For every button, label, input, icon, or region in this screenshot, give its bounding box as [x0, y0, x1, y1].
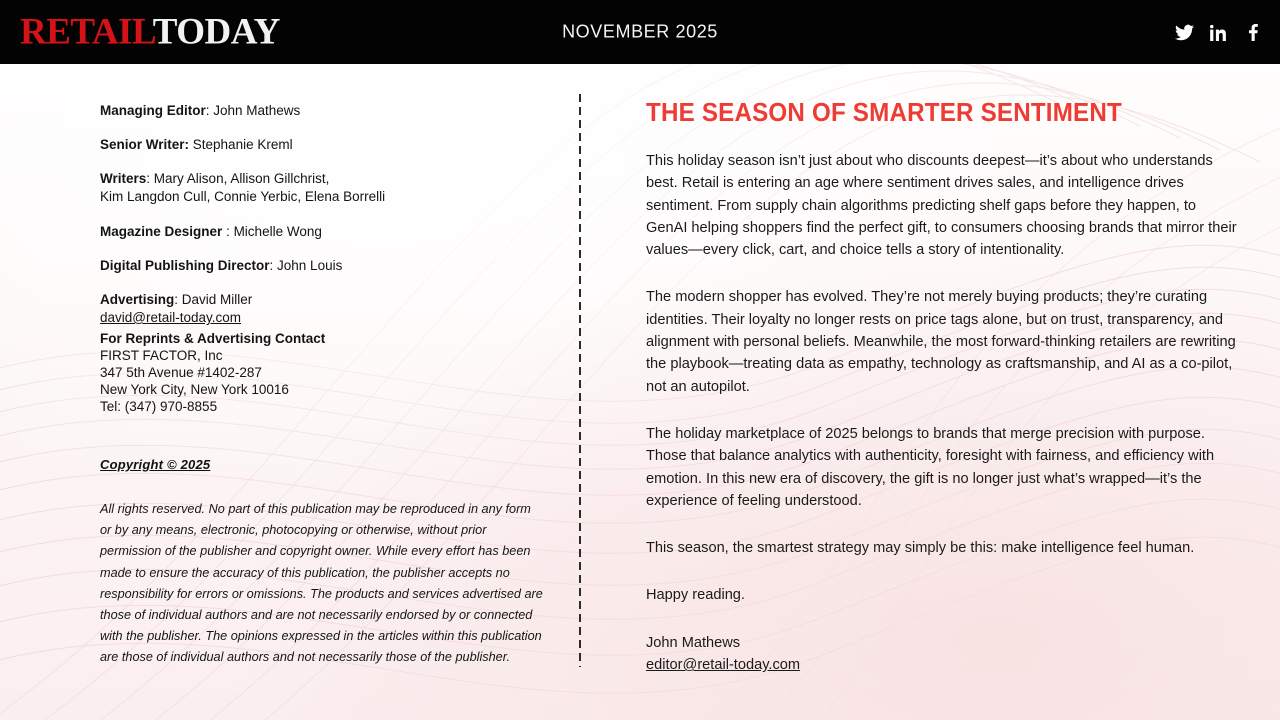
facebook-icon[interactable]: [1242, 22, 1262, 42]
letter-paragraph: The holiday marketplace of 2025 belongs to brands that merge precision with purpose. Those that balance analytics with authenticity, foresight with fairness, and efficiency with emotion. In this new era of discovery, the gift is no longer just what’s wrapped—it’s the experience of feeling understood.: [646, 425, 1215, 509]
editor-email-link[interactable]: editor@retail-today.com: [646, 657, 801, 674]
credit-person-name: David Miller: [181, 292, 253, 307]
reprints-city: New York City, New York 10016: [100, 382, 289, 397]
credit-magazine-designer: [100, 223, 530, 240]
issue-date: NOVEMBER 2025: [562, 21, 718, 42]
letter-paragraph: Happy reading.: [646, 587, 745, 604]
legal-disclaimer: All rights reserved. No part of this publication may be reproduced in any form or by any means, electronic, photocopying or otherwise, without prior permission of the publisher and copyright owner. While every effort has been made to ensure the accuracy of this publication, the publisher accepts no responsibility for errors or omissions. The products and services advertised are those of individual authors and are not necessarily endorsed by or connected with the publisher. The opinions expressed in the articles within this publication are those of individual authors and not necessarily those of the publisher.: [100, 502, 543, 665]
credit-role-label: Managing Editor: [100, 103, 206, 118]
credit-person-name: John Louis: [277, 258, 343, 273]
credit-writers: [100, 170, 530, 206]
credit-digital-publishing-director: [100, 257, 530, 274]
credit-senior-writer: [100, 136, 530, 153]
editors-letter-column: [646, 64, 1238, 676]
linkedin-icon[interactable]: [1208, 22, 1228, 42]
letter-body: [646, 150, 1238, 607]
reprints-street: 347 5th Avenue #1402-287: [100, 365, 262, 380]
credit-role-label: Advertising: [100, 292, 175, 307]
reprints-contact-block: [60, 330, 543, 669]
letter-paragraph: This holiday season isn’t just about who discounts deepest—it’s about who understands best. Retail is entering an age where sentiment drives sales, and intelligence drives sentiment. From supply chain algorithms predicting shelf gaps before they happen, to GenAI helping shoppers find the perfect gift, to consumers choosing brands that mirror their values—every click, cart, and choice tells a story of intentionality.: [646, 153, 1237, 259]
credit-separator: :: [174, 292, 182, 307]
letter-paragraph: This season, the smartest strategy may simply be this: make intelligence feel human.: [646, 540, 1195, 557]
credit-person-name: John Mathews: [213, 103, 301, 118]
reprints-company: FIRST FACTOR, Inc: [100, 348, 223, 363]
letter-paragraph: The modern shopper has evolved. They’re not merely buying products; they’re curating identities. Their loyalty no longer rests on price tags alone, but on trust, transparency, and alignment with personal beliefs. Meanwhile, the most forward-thinking retailers are rewriting the playbook—treating data as empathy, technology as craftsmanship, and AI as a co-pilot, not an autopilot.: [646, 289, 1236, 395]
page-body: [0, 64, 1280, 720]
credit-role-label: Magazine Designer: [100, 224, 223, 239]
credit-advertising: [100, 291, 530, 327]
advertising-email-link[interactable]: david@retail-today.com: [100, 310, 242, 325]
credit-separator: :: [205, 103, 214, 118]
credit-role-label: Digital Publishing Director: [100, 258, 270, 273]
letter-signoff: [646, 632, 1238, 677]
column-divider: [579, 94, 581, 667]
credit-separator: :: [269, 258, 278, 273]
reprints-phone: Tel: (347) 970-8855: [100, 399, 218, 414]
credit-role-label: Writers: [100, 171, 147, 186]
credits-block: [60, 64, 530, 327]
credit-separator: :: [146, 171, 154, 186]
twitter-icon[interactable]: [1174, 22, 1194, 42]
credit-person-name-line2: Kim Langdon Cull, Connie Yerbic, Elena Borrelli: [100, 189, 386, 204]
credit-role-label: Senior Writer:: [100, 137, 190, 152]
copyright-heading: Copyright © 2025: [100, 457, 211, 472]
credit-managing-editor: [100, 102, 530, 119]
social-links: [1174, 22, 1262, 42]
credit-person-name: Mary Alison, Allison Gillchrist,: [153, 171, 330, 186]
masthead-column: [60, 64, 543, 669]
credit-person-name: Stephanie Kreml: [192, 137, 293, 152]
credit-separator: :: [222, 224, 234, 239]
site-header: [0, 0, 1280, 64]
letter-headline: THE SEASON OF SMARTER SENTIMENT: [646, 97, 1122, 127]
brand-logo-today: TODAY: [152, 11, 280, 53]
signature-name: John Mathews: [646, 634, 741, 651]
reprints-title: For Reprints & Advertising Contact: [100, 331, 326, 346]
brand-logo-retail: RETAIL: [20, 11, 153, 53]
credit-person-name: Michelle Wong: [233, 224, 322, 239]
